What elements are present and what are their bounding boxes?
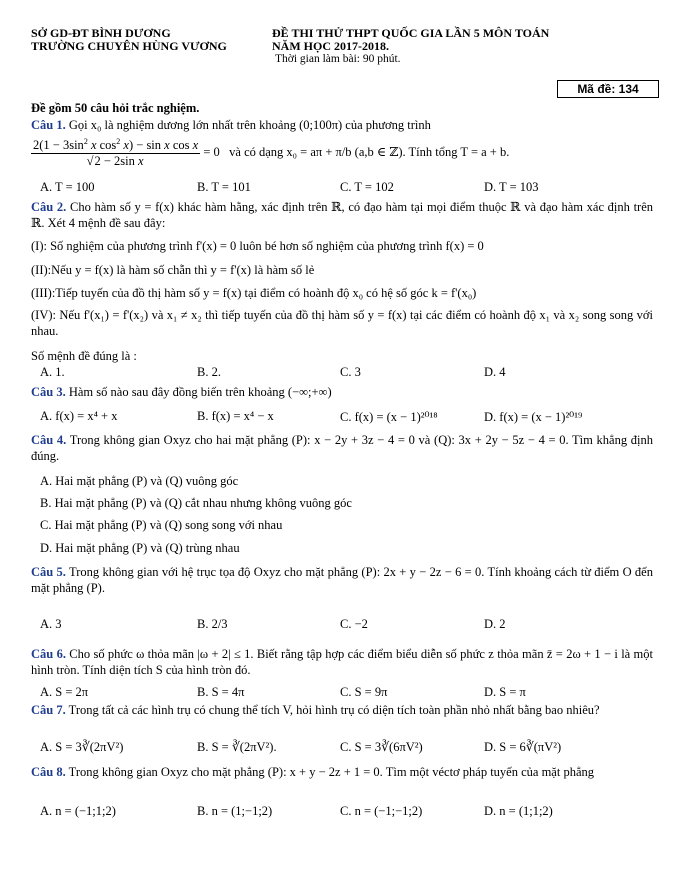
question-text: Hàm số nào sau đây đồng biến trên khoảng (−∞;+∞) <box>68 385 332 399</box>
school-name: TRƯỜNG CHUYÊN HÙNG VƯƠNG <box>31 39 227 53</box>
exam-intro: Đề gồm 50 câu hỏi trắc nghiệm. <box>31 101 200 115</box>
question-label: Câu 3. <box>31 385 66 399</box>
question-5-option-b[interactable]: B. 2/3 <box>197 617 228 631</box>
question-4 <box>31 432 653 464</box>
question-1-option-b[interactable]: B. T = 101 <box>197 180 251 194</box>
question-5-option-d[interactable]: D. 2 <box>484 617 506 631</box>
question-2-option-a[interactable]: A. 1. <box>40 365 65 379</box>
question-7-option-d[interactable]: D. S = 6∛(πV²) <box>484 740 562 754</box>
question-6-option-b[interactable]: B. S = 4π <box>197 685 245 699</box>
question-1-equation: $\frac{2(1 - 3\sin^2 x \cos^2 x) - \sin x \cos x}{\text{√2 − 2sin x}}$ = 0 và có dạng x₀ = aπ + π/b (a,b ∈ ℤ). Tính tổng T = a + b. <box>33 137 510 169</box>
question-1-option-d[interactable]: D. T = 103 <box>484 180 539 194</box>
question-8-option-d[interactable]: D. n = (1;1;2) <box>484 804 553 818</box>
question-2-statement-2: (II):Nếu y = f(x) là hàm số chẵn thì y = f'(x) là hàm số lẻ <box>31 263 315 277</box>
question-2-option-c[interactable]: C. 3 <box>340 365 361 379</box>
question-text: Trong không gian Oxyz cho hai mặt phẳng (P): x − 2y + 3z − 4 = 0 và (Q): 3x + 2y − 5z − 4 = 0. Tìm khẳng định đúng. <box>31 433 654 463</box>
question-label: Câu 7. <box>31 703 66 717</box>
question-4-option-c[interactable]: C. Hai mặt phẳng (P) và (Q) song song với nhau <box>40 518 283 532</box>
question-label: Câu 1. <box>31 118 66 132</box>
question-text: Cho số phức ω thỏa mãn |ω + 2| ≤ 1. Biết rằng tập hợp các điểm biểu diễn số phức z thỏa mãn z̄ = 2ω + 1 − i là một hình tròn. Tính diện tích S của hình tròn đó. <box>31 647 654 677</box>
question-6-option-a[interactable]: A. S = 2π <box>40 685 89 699</box>
question-1-option-c[interactable]: C. T = 102 <box>340 180 394 194</box>
question-2-option-b[interactable]: B. 2. <box>197 365 221 379</box>
question-4-option-b[interactable]: B. Hai mặt phẳng (P) và (Q) cắt nhau nhưng không vuông góc <box>40 496 352 510</box>
question-text: Trong tất cả các hình trụ có chung thể tích V, hỏi hình trụ có diện tích toàn phần nhỏ nhất bằng bao nhiêu? <box>68 703 600 717</box>
question-text-continued: và có dạng x₀ = aπ + π/b (a,b ∈ ℤ). Tính tổng T = a + b. <box>229 144 510 159</box>
question-2-statement-4: (IV): Nếu f'(x₁) = f'(x₂) và x₁ ≠ x₂ thì tiếp tuyến của đồ thị hàm số y = f(x) tại các điểm có hoành độ x₁ và x₂ song song với nhau. <box>31 308 653 338</box>
question-5 <box>31 564 653 596</box>
question-label: Câu 4. <box>31 433 67 447</box>
question-text: Gọi x₀ là nghiệm dương lớn nhất trên khoảng (0;100π) của phương trình <box>68 118 431 132</box>
question-6-option-c[interactable]: C. S = 9π <box>340 685 388 699</box>
question-7-option-b[interactable]: B. S = ∛(2πV²). <box>197 740 277 754</box>
question-3-option-a[interactable]: A. f(x) = x⁴ + x <box>40 409 118 423</box>
question-5-option-a[interactable]: A. 3 <box>40 617 62 631</box>
question-text: Trong không gian với hệ trục tọa độ Oxyz cho mặt phẳng (P): 2x + y − 2z − 6 = 0. Tính khoảng cách từ điểm O đến mặt phẳng (P). <box>31 565 653 595</box>
question-1 <box>31 117 653 133</box>
question-label: Câu 6. <box>31 647 66 661</box>
question-8 <box>31 764 653 780</box>
question-4-option-a[interactable]: A. Hai mặt phẳng (P) và (Q) vuông góc <box>40 474 239 488</box>
exam-title: ĐỀ THI THỬ THPT QUỐC GIA LẦN 5 MÔN TOÁN <box>272 26 550 40</box>
school-department: SỞ GD-ĐT BÌNH DƯƠNG <box>31 26 171 40</box>
question-2-option-d[interactable]: D. 4 <box>484 365 506 379</box>
question-8-option-b[interactable]: B. n = (1;−1;2) <box>197 804 273 818</box>
question-6 <box>31 646 653 678</box>
question-2-statement-3: (III):Tiếp tuyến của đồ thị hàm số y = f(x) tại điểm có hoành độ x₀ có hệ số góc k = f'(x₀) <box>31 286 477 300</box>
question-3-option-d[interactable]: D. f(x) = (x − 1)²⁰¹⁹ <box>484 410 583 424</box>
school-year: NĂM HỌC 2017-2018. <box>272 39 389 53</box>
question-8-option-c[interactable]: C. n = (−1;−1;2) <box>340 804 423 818</box>
question-7 <box>31 702 653 718</box>
question-3-option-c[interactable]: C. f(x) = (x − 1)²⁰¹⁸ <box>340 410 438 424</box>
question-7-option-c[interactable]: C. S = 3∛(6πV²) <box>340 740 423 754</box>
question-label: Câu 5. <box>31 565 66 579</box>
equation-fraction: $\frac{2(1 - 3\sin^2 x \cos^2 x) - \sin x \cos x}{\text{√2 − 2sin x}}$ <box>33 137 199 169</box>
question-4-option-d[interactable]: D. Hai mặt phẳng (P) và (Q) trùng nhau <box>40 541 240 555</box>
question-6-option-d[interactable]: D. S = π <box>484 685 526 699</box>
question-text: Trong không gian Oxyz cho mặt phẳng (P): x + y − 2z + 1 = 0. Tìm một véctơ pháp tuyến của mặt phẳng <box>68 765 594 779</box>
question-1-option-a[interactable]: A. T = 100 <box>40 180 95 194</box>
question-3-option-b[interactable]: B. f(x) = x⁴ − x <box>197 409 274 423</box>
time-limit: Thời gian làm bài: 90 phút. <box>275 53 401 65</box>
question-3 <box>31 384 653 400</box>
question-text: Cho hàm số y = f(x) khác hàm hằng, xác định trên ℝ, có đạo hàm tại mọi điểm thuộc ℝ và đạo hàm xác định trên ℝ. Xét 4 mệnh đề sau đây: <box>31 200 654 230</box>
question-label: Câu 2. <box>31 200 67 214</box>
exam-code-box: Mã đề: 134 <box>557 80 659 98</box>
question-label: Câu 8. <box>31 765 66 779</box>
question-7-option-a[interactable]: A. S = 3∛(2πV²) <box>40 740 124 754</box>
question-2 <box>31 199 653 231</box>
question-2-statement-1: (I): Số nghiệm của phương trình f'(x) = 0 luôn bé hơn số nghiệm của phương trình f(x) = 0 <box>31 239 484 253</box>
question-8-option-a[interactable]: A. n = (−1;1;2) <box>40 804 116 818</box>
question-2-ask: Số mệnh đề đúng là : <box>31 349 137 363</box>
question-5-option-c[interactable]: C. −2 <box>340 617 368 631</box>
